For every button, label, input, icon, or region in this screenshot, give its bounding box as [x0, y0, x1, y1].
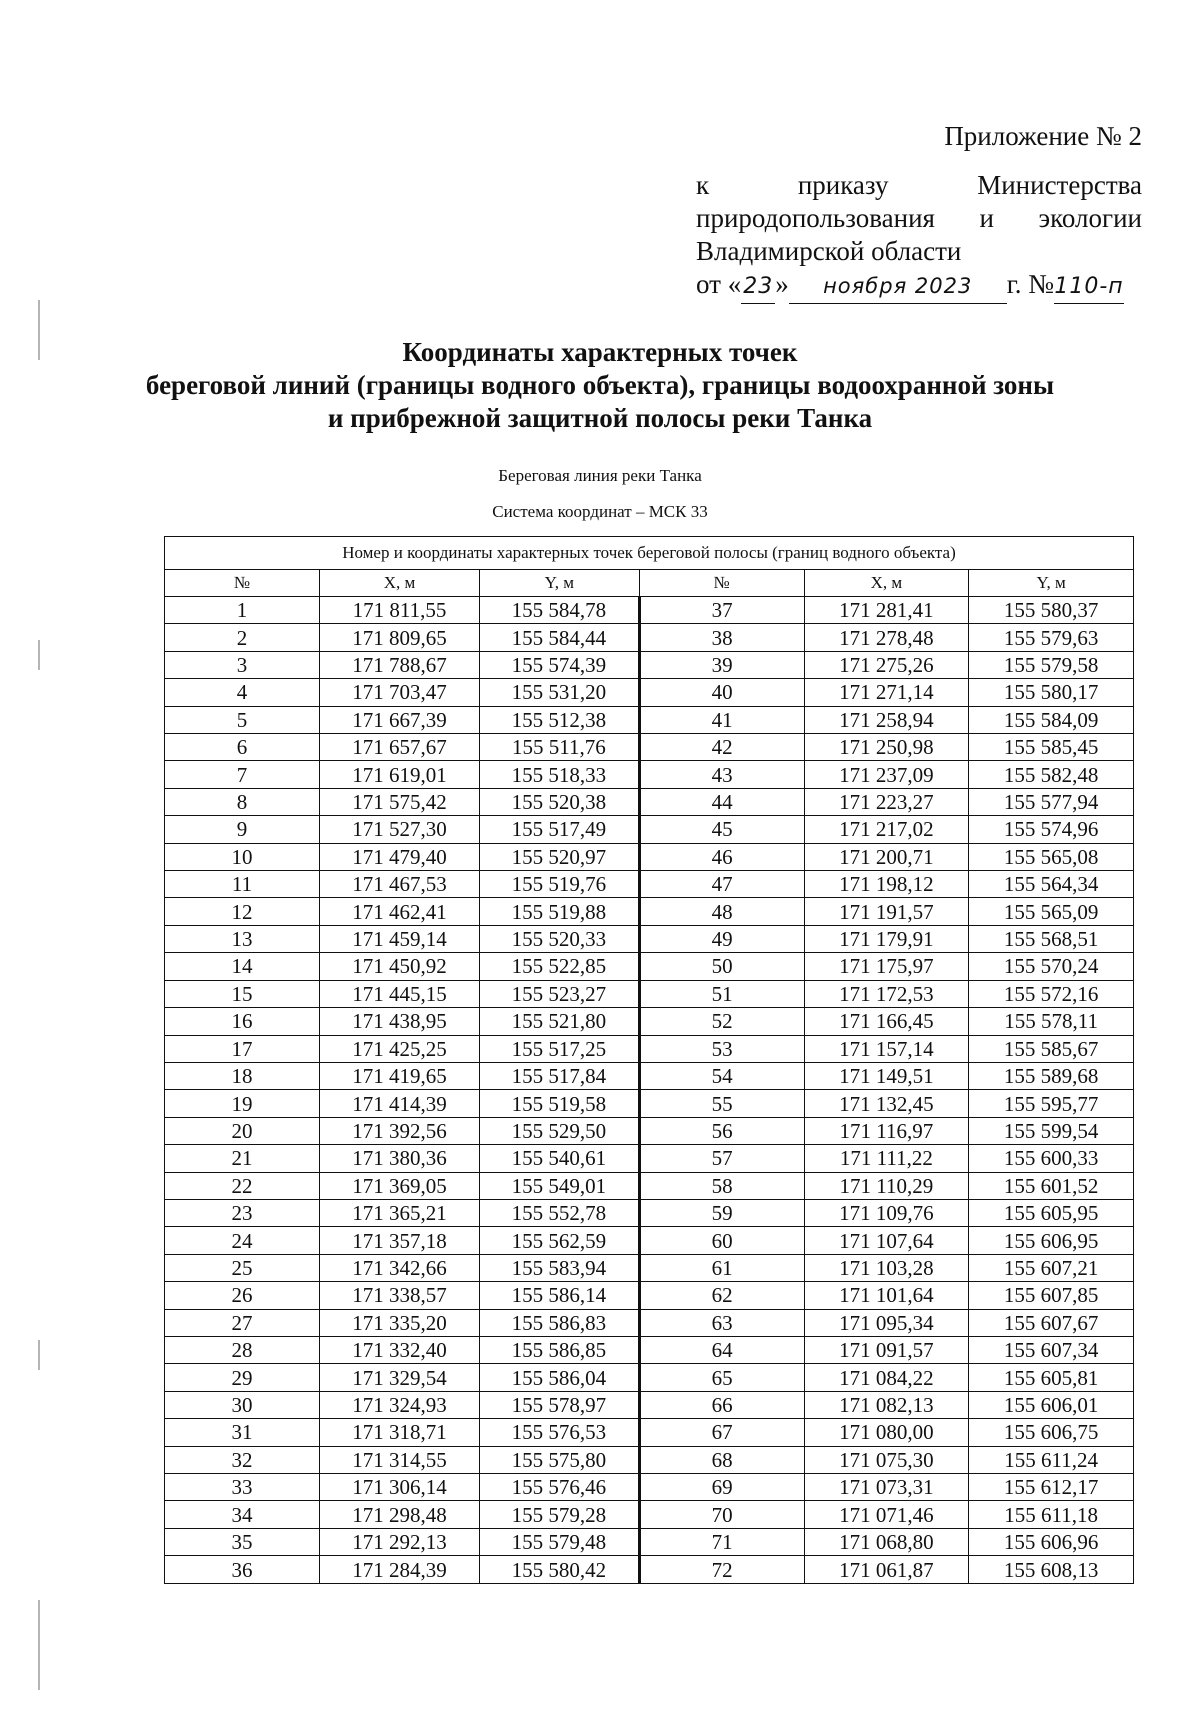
- x-coordinate: 171 380,36: [320, 1145, 480, 1172]
- point-number: 48: [639, 898, 804, 925]
- x-coordinate: 171 703,47: [320, 679, 480, 706]
- table-row: [165, 1556, 1134, 1584]
- y-coordinate: 155 531,20: [479, 679, 639, 706]
- x-coordinate: 171 223,27: [804, 788, 969, 815]
- y-coordinate: 155 586,85: [479, 1336, 639, 1363]
- x-coordinate: 171 335,20: [320, 1309, 480, 1336]
- point-number: 44: [639, 788, 804, 815]
- x-coordinate: 171 369,05: [320, 1172, 480, 1199]
- x-coordinate: 171 080,00: [804, 1419, 969, 1446]
- y-coordinate: 155 572,16: [969, 980, 1134, 1007]
- col-header-number: №: [165, 570, 320, 597]
- point-number: 67: [639, 1419, 804, 1446]
- y-coordinate: 155 520,97: [479, 843, 639, 870]
- table-row: [165, 624, 1134, 651]
- y-coordinate: 155 565,09: [969, 898, 1134, 925]
- x-coordinate: 171 459,14: [320, 925, 480, 952]
- col-header-x: X, м: [804, 570, 969, 597]
- table-row: [165, 1474, 1134, 1501]
- x-coordinate: 171 479,40: [320, 843, 480, 870]
- document-title: [0, 336, 1200, 435]
- x-coordinate: 171 172,53: [804, 980, 969, 1007]
- y-coordinate: 155 605,95: [969, 1199, 1134, 1226]
- point-number: 50: [639, 953, 804, 980]
- y-coordinate: 155 574,39: [479, 651, 639, 678]
- table-row: [165, 871, 1134, 898]
- x-coordinate: 171 166,45: [804, 1008, 969, 1035]
- y-coordinate: 155 523,27: [479, 980, 639, 1007]
- y-coordinate: 155 584,09: [969, 706, 1134, 733]
- table-row: [165, 953, 1134, 980]
- point-number: 8: [165, 788, 320, 815]
- x-coordinate: 171 157,14: [804, 1035, 969, 1062]
- y-coordinate: 155 552,78: [479, 1199, 639, 1226]
- point-number: 27: [165, 1309, 320, 1336]
- x-coordinate: 171 061,87: [804, 1556, 969, 1584]
- handwritten-order-number: 110-п: [1054, 270, 1124, 304]
- scan-artifact: [38, 1600, 40, 1690]
- y-coordinate: 155 599,54: [969, 1117, 1134, 1144]
- table-row: [165, 898, 1134, 925]
- y-coordinate: 155 583,94: [479, 1254, 639, 1281]
- point-number: 42: [639, 734, 804, 761]
- y-coordinate: 155 580,17: [969, 679, 1134, 706]
- y-coordinate: 155 517,84: [479, 1062, 639, 1089]
- table-body: [165, 597, 1134, 1584]
- point-number: 5: [165, 706, 320, 733]
- point-number: 3: [165, 651, 320, 678]
- x-coordinate: 171 198,12: [804, 871, 969, 898]
- point-number: 40: [639, 679, 804, 706]
- point-number: 43: [639, 761, 804, 788]
- point-number: 1: [165, 597, 320, 624]
- y-coordinate: 155 578,97: [479, 1391, 639, 1418]
- x-coordinate: 171 103,28: [804, 1254, 969, 1281]
- y-coordinate: 155 529,50: [479, 1117, 639, 1144]
- x-coordinate: 171 250,98: [804, 734, 969, 761]
- point-number: 33: [165, 1474, 320, 1501]
- y-coordinate: 155 584,44: [479, 624, 639, 651]
- y-coordinate: 155 607,21: [969, 1254, 1134, 1281]
- table-row: [165, 734, 1134, 761]
- y-coordinate: 155 580,42: [479, 1556, 639, 1584]
- x-coordinate: 171 271,14: [804, 679, 969, 706]
- point-number: 10: [165, 843, 320, 870]
- date-suffix: г. №: [1006, 269, 1054, 299]
- y-coordinate: 155 611,18: [969, 1501, 1134, 1528]
- x-coordinate: 171 071,46: [804, 1501, 969, 1528]
- x-coordinate: 171 467,53: [320, 871, 480, 898]
- x-coordinate: 171 788,67: [320, 651, 480, 678]
- point-number: 23: [165, 1199, 320, 1226]
- point-number: 41: [639, 706, 804, 733]
- table-row: [165, 1282, 1134, 1309]
- x-coordinate: 171 095,34: [804, 1309, 969, 1336]
- y-coordinate: 155 580,37: [969, 597, 1134, 624]
- handwritten-month-year: ноября 2023: [789, 270, 1007, 304]
- col-header-y: Y, м: [479, 570, 639, 597]
- x-coordinate: 171 101,64: [804, 1282, 969, 1309]
- point-number: 17: [165, 1035, 320, 1062]
- x-coordinate: 171 275,26: [804, 651, 969, 678]
- point-number: 2: [165, 624, 320, 651]
- table-row: [165, 597, 1134, 624]
- point-number: 51: [639, 980, 804, 1007]
- y-coordinate: 155 607,34: [969, 1336, 1134, 1363]
- table-row: [165, 1446, 1134, 1473]
- point-number: 62: [639, 1282, 804, 1309]
- point-number: 6: [165, 734, 320, 761]
- date-quote: »: [775, 269, 789, 299]
- table-row: [165, 1391, 1134, 1418]
- x-coordinate: 171 414,39: [320, 1090, 480, 1117]
- point-number: 11: [165, 871, 320, 898]
- col-header-x: X, м: [320, 570, 480, 597]
- table-caption: Номер и координаты характерных точек береговой полосы (границ водного объекта): [165, 537, 1134, 570]
- point-number: 49: [639, 925, 804, 952]
- table-row: [165, 788, 1134, 815]
- x-coordinate: 171 438,95: [320, 1008, 480, 1035]
- point-number: 69: [639, 1474, 804, 1501]
- x-coordinate: 171 314,55: [320, 1446, 480, 1473]
- y-coordinate: 155 540,61: [479, 1145, 639, 1172]
- x-coordinate: 171 619,01: [320, 761, 480, 788]
- x-coordinate: 171 116,97: [804, 1117, 969, 1144]
- appendix-line: к приказу Министерства: [696, 170, 1142, 200]
- point-number: 16: [165, 1008, 320, 1035]
- y-coordinate: 155 606,75: [969, 1419, 1134, 1446]
- x-coordinate: 171 091,57: [804, 1336, 969, 1363]
- point-number: 34: [165, 1501, 320, 1528]
- order-date-line: [696, 268, 1142, 304]
- point-number: 21: [165, 1145, 320, 1172]
- x-coordinate: 171 084,22: [804, 1364, 969, 1391]
- point-number: 53: [639, 1035, 804, 1062]
- x-coordinate: 171 075,30: [804, 1446, 969, 1473]
- x-coordinate: 171 109,76: [804, 1199, 969, 1226]
- x-coordinate: 171 298,48: [320, 1501, 480, 1528]
- col-header-y: Y, м: [969, 570, 1134, 597]
- table-row: [165, 1062, 1134, 1089]
- y-coordinate: 155 582,48: [969, 761, 1134, 788]
- y-coordinate: 155 574,96: [969, 816, 1134, 843]
- table-row: [165, 1227, 1134, 1254]
- x-coordinate: 171 809,65: [320, 624, 480, 651]
- x-coordinate: 171 068,80: [804, 1528, 969, 1555]
- y-coordinate: 155 575,80: [479, 1446, 639, 1473]
- point-number: 22: [165, 1172, 320, 1199]
- y-coordinate: 155 564,34: [969, 871, 1134, 898]
- point-number: 57: [639, 1145, 804, 1172]
- point-number: 65: [639, 1364, 804, 1391]
- y-coordinate: 155 518,33: [479, 761, 639, 788]
- y-coordinate: 155 607,85: [969, 1282, 1134, 1309]
- x-coordinate: 171 332,40: [320, 1336, 480, 1363]
- x-coordinate: 171 419,65: [320, 1062, 480, 1089]
- y-coordinate: 155 519,76: [479, 871, 639, 898]
- x-coordinate: 171 450,92: [320, 953, 480, 980]
- table-row: [165, 1419, 1134, 1446]
- y-coordinate: 155 565,08: [969, 843, 1134, 870]
- col-header-number: №: [639, 570, 804, 597]
- appendix-line: природопользования и экологии: [696, 203, 1142, 233]
- x-coordinate: 171 392,56: [320, 1117, 480, 1144]
- x-coordinate: 171 132,45: [804, 1090, 969, 1117]
- y-coordinate: 155 570,24: [969, 953, 1134, 980]
- title-line: и прибрежной защитной полосы реки Танка: [327, 403, 873, 433]
- y-coordinate: 155 579,63: [969, 624, 1134, 651]
- appendix-header: [696, 120, 1142, 304]
- point-number: 12: [165, 898, 320, 925]
- shoreline-subtitle: Береговая линия реки Танка: [498, 466, 702, 485]
- point-number: 29: [165, 1364, 320, 1391]
- y-coordinate: 155 608,13: [969, 1556, 1134, 1584]
- x-coordinate: 171 811,55: [320, 597, 480, 624]
- y-coordinate: 155 589,68: [969, 1062, 1134, 1089]
- point-number: 56: [639, 1117, 804, 1144]
- point-number: 28: [165, 1336, 320, 1363]
- x-coordinate: 171 657,67: [320, 734, 480, 761]
- x-coordinate: 171 082,13: [804, 1391, 969, 1418]
- y-coordinate: 155 562,59: [479, 1227, 639, 1254]
- table-row: [165, 843, 1134, 870]
- table-row: [165, 651, 1134, 678]
- table-row: [165, 1364, 1134, 1391]
- table-row: [165, 1090, 1134, 1117]
- table-row: [165, 1254, 1134, 1281]
- appendix-line: Владимирской области: [696, 236, 962, 266]
- y-coordinate: 155 549,01: [479, 1172, 639, 1199]
- point-number: 9: [165, 816, 320, 843]
- y-coordinate: 155 606,96: [969, 1528, 1134, 1555]
- y-coordinate: 155 584,78: [479, 597, 639, 624]
- table-row: [165, 1172, 1134, 1199]
- table-row: [165, 1117, 1134, 1144]
- handwritten-day: 23: [741, 270, 775, 304]
- x-coordinate: 171 217,02: [804, 816, 969, 843]
- y-coordinate: 155 605,81: [969, 1364, 1134, 1391]
- scan-artifact: [38, 640, 40, 670]
- table-row: [165, 1145, 1134, 1172]
- y-coordinate: 155 600,33: [969, 1145, 1134, 1172]
- y-coordinate: 155 585,45: [969, 734, 1134, 761]
- table-row: [165, 1035, 1134, 1062]
- point-number: 4: [165, 679, 320, 706]
- y-coordinate: 155 611,24: [969, 1446, 1134, 1473]
- table-row: [165, 925, 1134, 952]
- point-number: 59: [639, 1199, 804, 1226]
- title-line: Координаты характерных точек: [402, 337, 798, 367]
- table-row: [165, 1528, 1134, 1555]
- point-number: 39: [639, 651, 804, 678]
- point-number: 52: [639, 1008, 804, 1035]
- point-number: 13: [165, 925, 320, 952]
- y-coordinate: 155 612,17: [969, 1474, 1134, 1501]
- x-coordinate: 171 365,21: [320, 1199, 480, 1226]
- x-coordinate: 171 191,57: [804, 898, 969, 925]
- table-row: [165, 1008, 1134, 1035]
- x-coordinate: 171 318,71: [320, 1419, 480, 1446]
- x-coordinate: 171 462,41: [320, 898, 480, 925]
- scan-artifact: [38, 1340, 40, 1370]
- y-coordinate: 155 512,38: [479, 706, 639, 733]
- y-coordinate: 155 606,01: [969, 1391, 1134, 1418]
- point-number: 66: [639, 1391, 804, 1418]
- x-coordinate: 171 073,31: [804, 1474, 969, 1501]
- x-coordinate: 171 179,91: [804, 925, 969, 952]
- x-coordinate: 171 175,97: [804, 953, 969, 980]
- y-coordinate: 155 519,58: [479, 1090, 639, 1117]
- table-row: [165, 761, 1134, 788]
- point-number: 26: [165, 1282, 320, 1309]
- table-row: [165, 980, 1134, 1007]
- point-number: 24: [165, 1227, 320, 1254]
- table-row: [165, 816, 1134, 843]
- x-coordinate: 171 425,25: [320, 1035, 480, 1062]
- point-number: 25: [165, 1254, 320, 1281]
- y-coordinate: 155 579,58: [969, 651, 1134, 678]
- point-number: 70: [639, 1501, 804, 1528]
- y-coordinate: 155 568,51: [969, 925, 1134, 952]
- y-coordinate: 155 601,52: [969, 1172, 1134, 1199]
- y-coordinate: 155 579,28: [479, 1501, 639, 1528]
- point-number: 68: [639, 1446, 804, 1473]
- x-coordinate: 171 200,71: [804, 843, 969, 870]
- x-coordinate: 171 527,30: [320, 816, 480, 843]
- point-number: 64: [639, 1336, 804, 1363]
- x-coordinate: 171 357,18: [320, 1227, 480, 1254]
- x-coordinate: 171 338,57: [320, 1282, 480, 1309]
- y-coordinate: 155 585,67: [969, 1035, 1134, 1062]
- point-number: 7: [165, 761, 320, 788]
- x-coordinate: 171 258,94: [804, 706, 969, 733]
- y-coordinate: 155 578,11: [969, 1008, 1134, 1035]
- x-coordinate: 171 445,15: [320, 980, 480, 1007]
- x-coordinate: 171 342,66: [320, 1254, 480, 1281]
- table-row: [165, 1309, 1134, 1336]
- point-number: 31: [165, 1419, 320, 1446]
- y-coordinate: 155 595,77: [969, 1090, 1134, 1117]
- x-coordinate: 171 329,54: [320, 1364, 480, 1391]
- x-coordinate: 171 306,14: [320, 1474, 480, 1501]
- point-number: 20: [165, 1117, 320, 1144]
- y-coordinate: 155 586,83: [479, 1309, 639, 1336]
- point-number: 38: [639, 624, 804, 651]
- y-coordinate: 155 607,67: [969, 1309, 1134, 1336]
- y-coordinate: 155 519,88: [479, 898, 639, 925]
- coordinate-system: Система координат – МСК 33: [492, 502, 708, 521]
- point-number: 37: [639, 597, 804, 624]
- x-coordinate: 171 107,64: [804, 1227, 969, 1254]
- point-number: 71: [639, 1528, 804, 1555]
- point-number: 35: [165, 1528, 320, 1555]
- y-coordinate: 155 586,04: [479, 1364, 639, 1391]
- y-coordinate: 155 517,49: [479, 816, 639, 843]
- table-row: [165, 1199, 1134, 1226]
- x-coordinate: 171 324,93: [320, 1391, 480, 1418]
- point-number: 58: [639, 1172, 804, 1199]
- point-number: 36: [165, 1556, 320, 1584]
- x-coordinate: 171 237,09: [804, 761, 969, 788]
- x-coordinate: 171 667,39: [320, 706, 480, 733]
- point-number: 30: [165, 1391, 320, 1418]
- y-coordinate: 155 517,25: [479, 1035, 639, 1062]
- x-coordinate: 171 292,13: [320, 1528, 480, 1555]
- coordinates-table: [164, 536, 1134, 1584]
- y-coordinate: 155 577,94: [969, 788, 1134, 815]
- y-coordinate: 155 579,48: [479, 1528, 639, 1555]
- table-row: [165, 706, 1134, 733]
- point-number: 45: [639, 816, 804, 843]
- y-coordinate: 155 521,80: [479, 1008, 639, 1035]
- y-coordinate: 155 576,46: [479, 1474, 639, 1501]
- y-coordinate: 155 576,53: [479, 1419, 639, 1446]
- point-number: 19: [165, 1090, 320, 1117]
- y-coordinate: 155 520,38: [479, 788, 639, 815]
- point-number: 63: [639, 1309, 804, 1336]
- x-coordinate: 171 278,48: [804, 624, 969, 651]
- point-number: 55: [639, 1090, 804, 1117]
- x-coordinate: 171 111,22: [804, 1145, 969, 1172]
- table-row: [165, 1336, 1134, 1363]
- table-row: [165, 1501, 1134, 1528]
- point-number: 72: [639, 1556, 804, 1584]
- point-number: 60: [639, 1227, 804, 1254]
- x-coordinate: 171 149,51: [804, 1062, 969, 1089]
- point-number: 32: [165, 1446, 320, 1473]
- appendix-title: Приложение № 2: [944, 121, 1142, 151]
- point-number: 18: [165, 1062, 320, 1089]
- x-coordinate: 171 110,29: [804, 1172, 969, 1199]
- point-number: 46: [639, 843, 804, 870]
- y-coordinate: 155 520,33: [479, 925, 639, 952]
- point-number: 15: [165, 980, 320, 1007]
- table-header-row: [165, 570, 1134, 597]
- x-coordinate: 171 284,39: [320, 1556, 480, 1584]
- x-coordinate: 171 281,41: [804, 597, 969, 624]
- y-coordinate: 155 586,14: [479, 1282, 639, 1309]
- point-number: 61: [639, 1254, 804, 1281]
- point-number: 14: [165, 953, 320, 980]
- point-number: 54: [639, 1062, 804, 1089]
- x-coordinate: 171 575,42: [320, 788, 480, 815]
- point-number: 47: [639, 871, 804, 898]
- y-coordinate: 155 606,95: [969, 1227, 1134, 1254]
- title-line: береговой линий (границы водного объекта), границы водоохранной зоны: [145, 370, 1055, 400]
- y-coordinate: 155 522,85: [479, 953, 639, 980]
- table-row: [165, 679, 1134, 706]
- date-prefix: от «: [696, 269, 742, 299]
- y-coordinate: 155 511,76: [479, 734, 639, 761]
